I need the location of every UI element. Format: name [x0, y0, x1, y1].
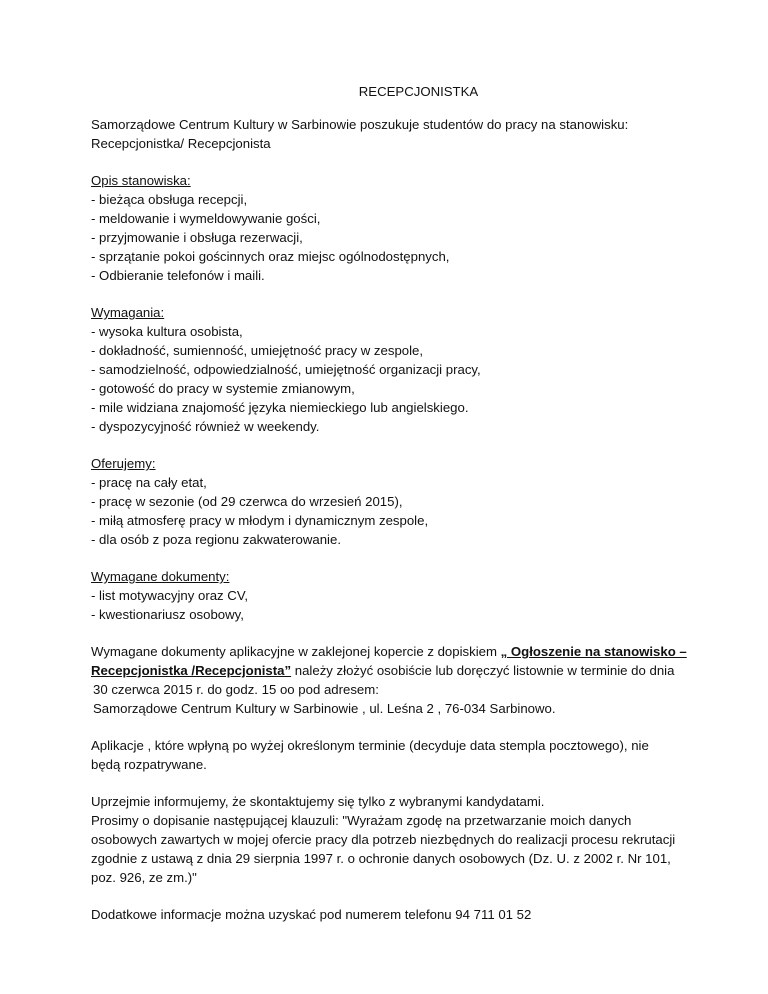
klauzula-line: Prosimy o dopisanie następującej klauzuli: "Wyrażam zgodę na przetwarzanie moich danych: [91, 813, 632, 828]
dokumenty-heading: Wymagane dokumenty:: [91, 569, 230, 584]
list-item: - samodzielność, odpowiedzialność, umiejętność organizacji pracy,: [91, 362, 481, 377]
klauzula-line: Uprzejmie informujemy, że skontaktujemy się tylko z wybranymi kandydatami.: [91, 794, 545, 809]
kontakt-line: Dodatkowe informacje można uzyskać pod numerem telefonu 94 711 01 52: [91, 907, 532, 922]
address-line: Samorządowe Centrum Kultury w Sarbinowie , ul. Leśna 2 , 76-034 Sarbinowo.: [93, 701, 556, 716]
klauzula-paragraph: [91, 792, 691, 887]
list-item: - kwestionariusz osobowy,: [91, 607, 244, 622]
termin-line: będą rozpatrywane.: [91, 757, 207, 772]
list-item: - meldowanie i wymeldowywanie gości,: [91, 211, 321, 226]
termin-line: Aplikacje , które wpłyną po wyżej określonym terminie (decyduje data stempla pocztowego), nie: [91, 738, 649, 753]
deadline-line: 30 czerwca 2015 r. do godz. 15 oo pod adresem:: [93, 682, 379, 697]
list-item: - Odbieranie telefonów i maili.: [91, 268, 265, 283]
list-item: - wysoka kultura osobista,: [91, 324, 243, 339]
list-item: - dla osób z poza regionu zakwaterowanie.: [91, 532, 341, 547]
document-page: [91, 82, 691, 942]
ogloszenie-emphasis: Recepcjonistka /Recepcjonista”: [91, 663, 292, 678]
document-title: RECEPCJONISTKA: [358, 84, 479, 99]
list-item: - sprzątanie pokoi gościnnych oraz miejsc ogólnodostępnych,: [91, 249, 450, 264]
termin-paragraph: [91, 736, 691, 774]
list-item: - mile widziana znajomość języka niemieckiego lub angielskiego.: [91, 400, 469, 415]
list-item: - dokładność, sumienność, umiejętność pracy w zespole,: [91, 343, 424, 358]
list-item: - przyjmowanie i obsługa rezerwacji,: [91, 230, 303, 245]
list-item: - miłą atmosferę pracy w młodym i dynamicznym zespole,: [91, 513, 429, 528]
list-item: - pracę w sezonie (od 29 czerwca do wrzesień 2015),: [91, 494, 403, 509]
intro-line: Samorządowe Centrum Kultury w Sarbinowie poszukuje studentów do pracy na stanowisku:: [91, 117, 629, 132]
opis-heading: Opis stanowiska:: [91, 173, 191, 188]
list-item: - dyspozycyjność również w weekendy.: [91, 419, 320, 434]
aplikacja-paragraph: [91, 642, 691, 718]
klauzula-line: poz. 926, ze zm.)": [91, 870, 197, 885]
ogloszenie-emphasis: „ Ogłoszenie na stanowisko –: [500, 644, 687, 659]
list-item: - bieżąca obsługa recepcji,: [91, 192, 248, 207]
dokumenty-section: [91, 567, 691, 624]
opis-section: [91, 171, 691, 285]
klauzula-line: osobowych zawartych w mojej ofercie pracy dla potrzeb niezbędnych do realizacji procesu rekrutacji: [91, 832, 676, 847]
klauzula-line: zgodnie z ustawą z dnia 29 sierpnia 1997 r. o ochronie danych osobowych (Dz. U. z 2002 r. Nr 101,: [91, 851, 671, 866]
aplikacja-text: Wymagane dokumenty aplikacyjne w zaklejonej kopercie z dopiskiem: [91, 644, 501, 659]
wymagania-section: [91, 303, 691, 436]
oferujemy-heading: Oferujemy:: [91, 456, 156, 471]
intro-paragraph: [91, 115, 691, 153]
wymagania-heading: Wymagania:: [91, 305, 165, 320]
list-item: - gotowość do pracy w systemie zmianowym,: [91, 381, 355, 396]
list-item: - pracę na cały etat,: [91, 475, 207, 490]
kontakt-paragraph: [91, 905, 691, 924]
list-item: - list motywacyjny oraz CV,: [91, 588, 249, 603]
intro-line: Recepcjonistka/ Recepcjonista: [91, 136, 271, 151]
oferujemy-section: [91, 454, 691, 549]
aplikacja-text: należy złożyć osobiście lub doręczyć listownie w terminie do dnia: [291, 663, 675, 678]
